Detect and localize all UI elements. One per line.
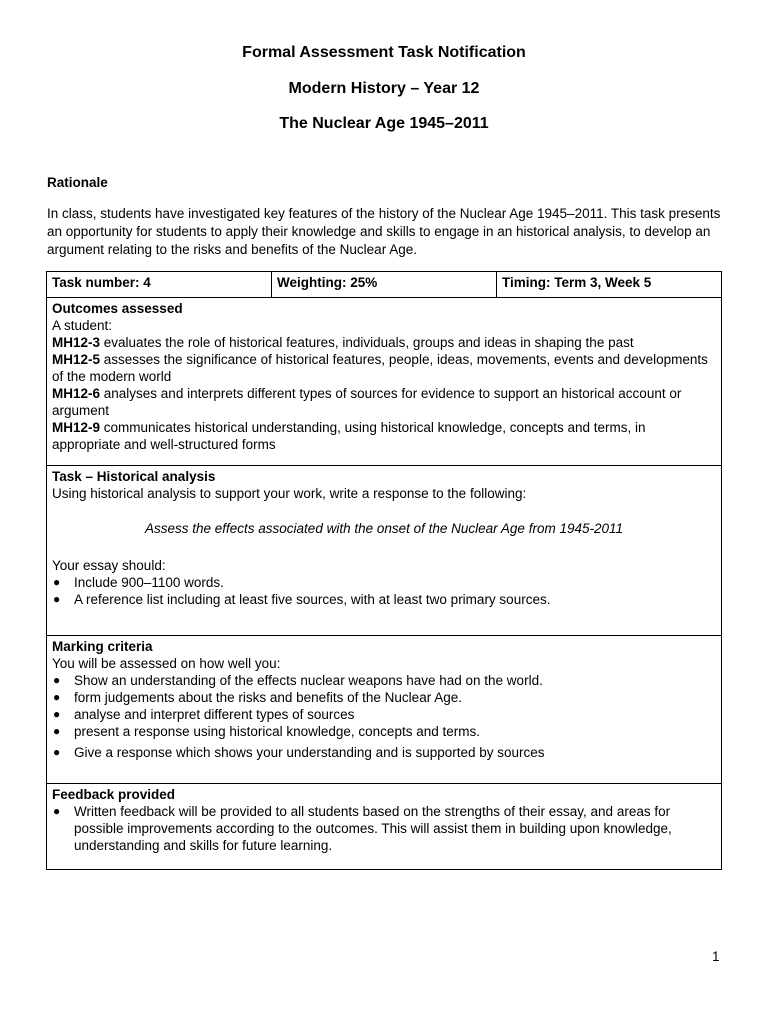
task-heading: Task – Historical analysis: [52, 469, 216, 484]
subject-title: Modern History – Year 12: [288, 80, 480, 97]
outcome-code: MH12-6: [52, 386, 101, 401]
bullet-icon: ●: [53, 745, 61, 759]
marking-criteria-list: [52, 672, 716, 761]
outcome-text: analyses and interprets different types of sources for evidence to support an historical account or argument: [52, 386, 682, 418]
outcomes-cell: [47, 298, 722, 466]
feedback-row: [47, 784, 722, 870]
outcome-item: [52, 419, 716, 453]
feedback-heading: Feedback provided: [52, 787, 176, 802]
list-item: [52, 744, 716, 761]
list-item: [52, 723, 716, 740]
list-item-text: Show an understanding of the effects nuclear weapons have had on the world.: [74, 673, 543, 688]
outcome-code: MH12-5: [52, 352, 101, 367]
feedback-cell: [47, 784, 722, 870]
bullet-icon: ●: [53, 804, 61, 818]
rationale-heading: Rationale: [47, 175, 108, 190]
feedback-list: [52, 803, 716, 854]
list-item-text: analyse and interpret different types of sources: [74, 707, 355, 722]
essay-requirements-list: [52, 574, 716, 608]
outcome-code: MH12-3: [52, 335, 101, 350]
outcomes-row: [47, 298, 722, 466]
task-row: [47, 466, 722, 636]
list-item-text: form judgements about the risks and benefits of the Nuclear Age.: [74, 690, 462, 705]
bullet-icon: ●: [53, 690, 61, 704]
task-header-row: [47, 272, 722, 298]
list-item: [52, 574, 716, 591]
marking-row: [47, 636, 722, 784]
list-item: [52, 803, 716, 854]
timing-cell: Timing: Term 3, Week 5: [497, 272, 722, 298]
list-item-text: Written feedback will be provided to all students based on the strengths of their essay, and areas for possible improvements according to the outcomes. This will assist them in building upon knowledge, understanding and skills for future learning.: [74, 804, 672, 853]
task-table: [46, 271, 722, 870]
list-item-text: Give a response which shows your understanding and is supported by sources: [74, 745, 545, 760]
list-item: [52, 706, 716, 723]
page-number: 1: [712, 949, 720, 964]
outcome-code: MH12-9: [52, 420, 101, 435]
outcome-text: assesses the significance of historical features, people, ideas, movements, events and developments of the modern world: [52, 352, 708, 384]
marking-heading: Marking criteria: [52, 639, 153, 654]
task-number-cell: Task number: 4: [47, 272, 272, 298]
outcome-text: evaluates the role of historical features, individuals, groups and ideas in shaping the past: [100, 335, 634, 350]
task-cell: [47, 466, 722, 636]
list-item-text: A reference list including at least five sources, with at least two primary sources.: [74, 592, 551, 607]
outcome-item: [52, 334, 716, 351]
outcome-item: [52, 351, 716, 385]
outcome-item: [52, 385, 716, 419]
marking-cell: [47, 636, 722, 784]
list-item: [52, 689, 716, 706]
essay-intro: Your essay should:: [52, 558, 166, 573]
outcomes-heading: Outcomes assessed: [52, 301, 183, 316]
bullet-icon: ●: [53, 724, 61, 738]
list-item: [52, 591, 716, 608]
topic-title: The Nuclear Age 1945–2011: [279, 115, 489, 132]
outcome-text: communicates historical understanding, using historical knowledge, concepts and terms, in appropriate and well-structured forms: [52, 420, 646, 452]
list-item-text: Include 900–1100 words.: [74, 575, 224, 590]
bullet-icon: ●: [53, 707, 61, 721]
bullet-icon: ●: [53, 592, 61, 606]
task-intro: Using historical analysis to support your work, write a response to the following:: [52, 486, 527, 501]
list-item-text: present a response using historical knowledge, concepts and terms.: [74, 724, 480, 739]
bullet-icon: ●: [53, 673, 61, 687]
document-title: Formal Assessment Task Notification: [242, 44, 526, 61]
rationale-text: In class, students have investigated key features of the history of the Nuclear Age 1945–2011. This task presents an opportunity for students to apply their knowledge and skills to engage in an historical analysis, to develop an argument relating to the risks and benefits of the Nuclear Age.: [47, 206, 721, 257]
outcomes-intro: A student:: [52, 318, 113, 333]
list-item: [52, 672, 716, 689]
essay-question: Assess the effects associated with the onset of the Nuclear Age from 1945-2011: [144, 521, 624, 536]
marking-intro: You will be assessed on how well you:: [52, 656, 281, 671]
bullet-icon: ●: [53, 575, 61, 589]
weighting-cell: Weighting: 25%: [272, 272, 497, 298]
